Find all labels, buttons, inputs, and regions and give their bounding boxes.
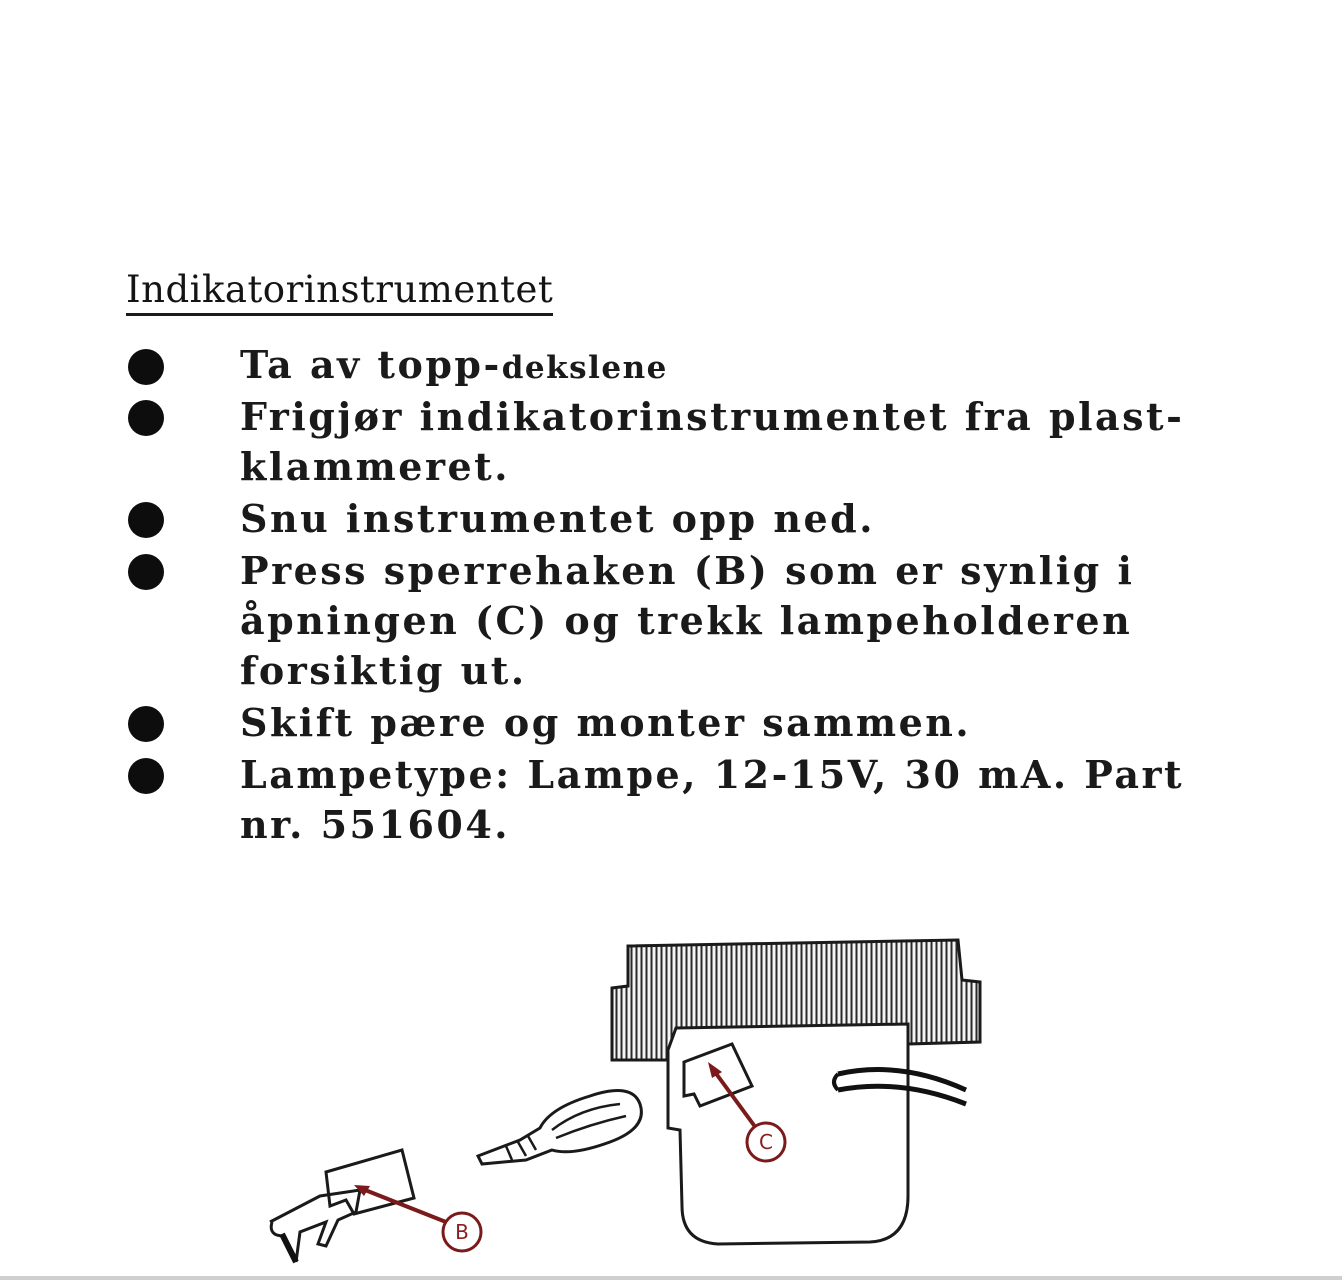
- step-text: klammeret.: [240, 444, 510, 489]
- label-b: B: [455, 1220, 469, 1244]
- step-text: Snu instrumentet opp ned.: [240, 496, 875, 541]
- label-c: C: [759, 1130, 773, 1154]
- step-text: Press sperrehaken (B) som er synlig i: [240, 548, 1135, 593]
- bullet-icon: [128, 502, 164, 538]
- section-heading: Indikatorinstrumentet: [126, 268, 553, 316]
- step-text: forsiktig ut.: [240, 648, 527, 693]
- step-text: Skift pære og monter sammen.: [240, 700, 972, 745]
- step-text: Frigjør indikatorinstrumentet fra plast-: [240, 394, 1185, 439]
- arrow-b: [354, 1185, 481, 1251]
- bullet-icon: [128, 554, 164, 590]
- step-text: Ta av topp-: [240, 342, 502, 387]
- lamp-holder: [270, 1150, 414, 1262]
- lamp-holder-illustration: [0, 900, 1342, 1275]
- step-text: nr. 551604.: [240, 802, 510, 847]
- bullet-icon: [128, 349, 164, 385]
- step-text: Lampetype: Lampe, 12-15V, 30 mA. Part: [240, 752, 1185, 797]
- bullet-icon: [128, 758, 164, 794]
- bullet-icon: [128, 400, 164, 436]
- step-text: åpningen (C) og trekk lampeholderen: [240, 598, 1133, 643]
- bulb-icon: [478, 1091, 641, 1164]
- instrument-housing: [612, 940, 980, 1244]
- page-edge: [0, 1276, 1342, 1280]
- step-text: dekslene: [501, 350, 668, 386]
- bullet-icon: [128, 706, 164, 742]
